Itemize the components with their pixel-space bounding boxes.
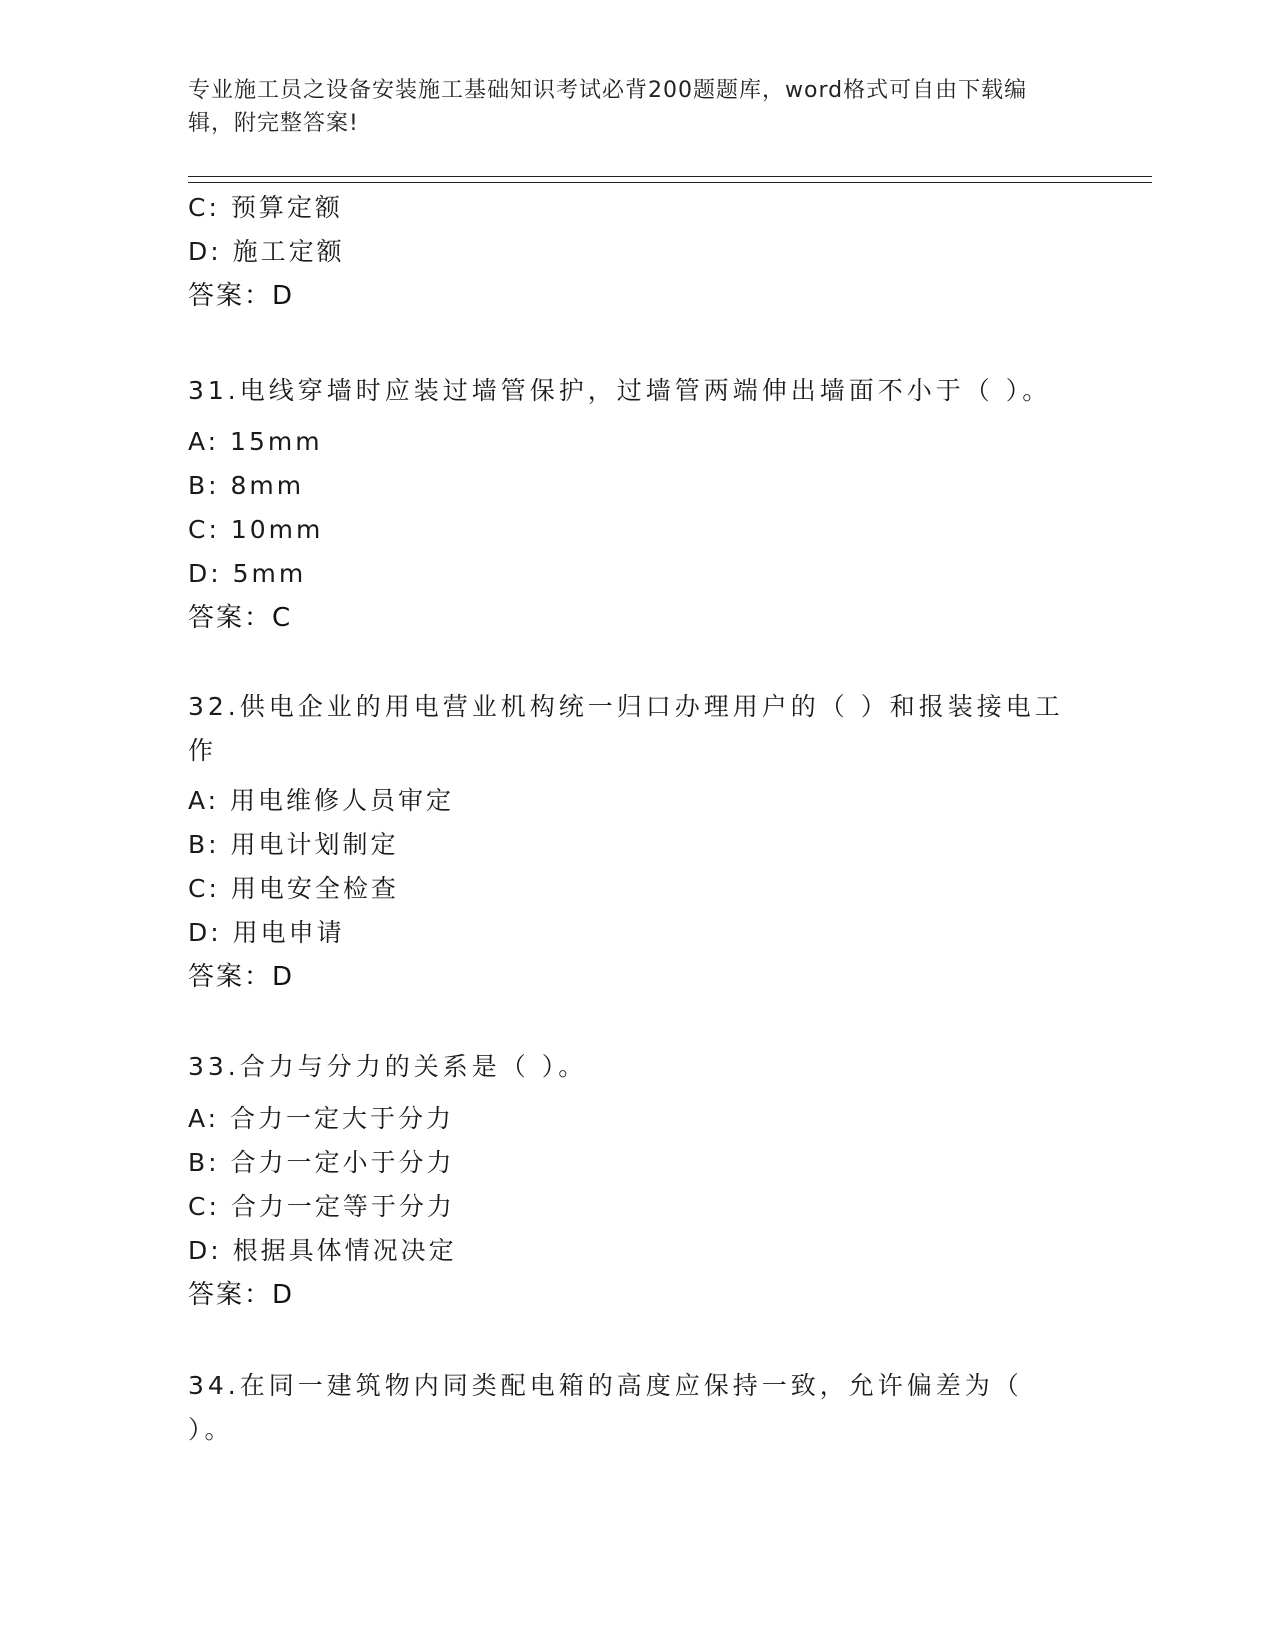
q32-option-a: A: 用电维修人员审定 — [188, 786, 455, 815]
q31-option-b: B: 8mm — [188, 471, 305, 500]
q32-answer: 答案：D — [188, 962, 295, 992]
header-rule-top — [188, 176, 1152, 177]
question-31: 31.电线穿墙时应装过墙管保护，过墙管两端伸出墙面不小于（ ）。 — [188, 376, 1052, 405]
prev-option-c: C: 预算定额 — [188, 193, 343, 222]
q32-option-d: D: 用电申请 — [188, 918, 345, 947]
prev-answer: 答案：D — [188, 281, 295, 311]
q31-option-c: C: 10mm — [188, 515, 324, 544]
q32-option-c: C: 用电安全检查 — [188, 874, 399, 903]
question-33: 33.合力与分力的关系是（ ）。 — [188, 1052, 588, 1081]
document-header: 专业施工员之设备安装施工基础知识考试必背200题题库，word格式可自由下载编辑，附完整答案! — [188, 78, 1028, 136]
q33-answer: 答案：D — [188, 1280, 295, 1310]
q31-answer: 答案：C — [188, 603, 293, 633]
q33-option-a: A: 合力一定大于分力 — [188, 1104, 455, 1133]
q31-option-a: A: 15mm — [188, 427, 323, 456]
question-34: 34.在同一建筑物内同类配电箱的高度应保持一致，允许偏差为（ ）。 — [188, 1371, 1023, 1444]
q33-option-c: C: 合力一定等于分力 — [188, 1192, 455, 1221]
q33-option-d: D: 根据具体情况决定 — [188, 1236, 457, 1265]
header-rule-bottom — [188, 182, 1152, 183]
q32-option-b: B: 用电计划制定 — [188, 830, 399, 859]
prev-option-d: D: 施工定额 — [188, 237, 345, 266]
q33-option-b: B: 合力一定小于分力 — [188, 1148, 455, 1177]
q31-option-d: D: 5mm — [188, 559, 307, 588]
question-32: 32.供电企业的用电营业机构统一归口办理用户的（ ）和报装接电工作 — [188, 692, 1064, 765]
